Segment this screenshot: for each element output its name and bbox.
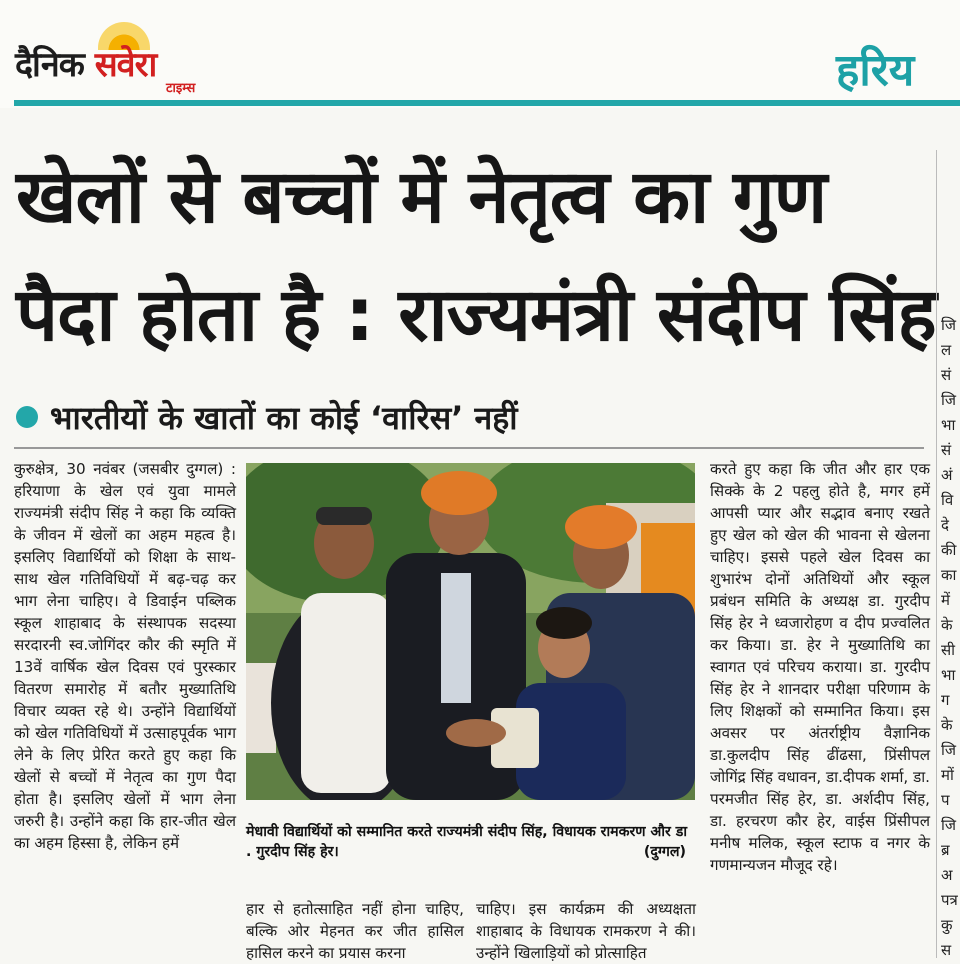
logo-accent: सवेरा — [94, 45, 157, 85]
sidebar-fragment: भा — [941, 416, 956, 434]
logo-main: दैनिक — [15, 45, 84, 85]
sidebar-fragment: स — [941, 941, 952, 958]
sidebar-fragment: प — [941, 791, 950, 809]
adjacent-article-strip — [936, 150, 960, 958]
sidebar-fragment: पत्र — [941, 891, 958, 909]
sidebar-fragment: ग — [941, 691, 950, 709]
subheadline: भारतीयों के खातों का कोई ‘वारिस’ नहीं — [50, 399, 518, 437]
sidebar-fragment: ल — [941, 341, 952, 359]
sidebar-fragment: जि — [941, 391, 957, 409]
sidebar-fragment: में — [941, 591, 950, 609]
photo-credit: (दुग्गल) — [643, 844, 686, 860]
headline-line-2: पैदा होता है : राज्यमंत्री संदीप सिंह — [16, 272, 936, 358]
sidebar-fragment: का — [941, 566, 957, 584]
article-column-2: करते हुए कहा कि जीत और हार एक सिक्के के 2 पहलु होते है, मगर हमें आपसी प्यार और सद्भाव बनाए रखते हुए खेल को खेल की भावना से खेलना चाहिए। इससे पहले खेल दिवस का शुभारंभ दोनों अतिथियों और स्कूल प्रबंधन समिति के अध्यक्ष डा. गुरदीप सिंह हेर ने ध्वजारोहण व दीप प्रज्वलित कर किया। डा. हेर ने मुख्यातिथि का स्वागत एवं परिचय कराया। डा. गुरदीप सिंह हेर ने शानदार परीक्षा परिणाम के लिए शिक्षकों को सम्मानित किया। इस अवसर पर अंतर्राष्ट्रीय वैज्ञानिक डा.कुलदीप सिंह ढींढसा, प्रिंसीपल जोगिंद्र सिंह वधावन, डा.दीपक शर्मा, डा. परमजीत सिंह हेर, डा. अर्शदीप सिंह, डा. हरचरण कौर हेर, वाईस प्रिंसीपल मनीष मलिक, स्कूल स्टाफ व नगर के गणमान्यजन मौजूद रहे। — [710, 460, 930, 874]
newspaper-logo — [15, 40, 156, 86]
photo-caption — [246, 822, 692, 862]
sidebar-fragment: सी — [941, 641, 956, 659]
masthead — [0, 0, 960, 108]
photo-illustration — [246, 463, 695, 800]
sidebar-fragment: जि — [941, 816, 957, 834]
sidebar-fragment: जि — [941, 741, 957, 759]
bullet-icon — [16, 406, 38, 428]
sidebar-fragment: के — [941, 616, 953, 634]
article-column-1: कुरुक्षेत्र, 30 नवंबर (जसबीर दुग्गल) : हरियाणा के खेल एवं युवा मामले राज्यमंत्री संदीप सिंह ने कहा कि व्यक्ति के जीवन में खेलों का अहम महत्व है। इसलिए विद्यार्थियों को शिक्षा के साथ-साथ खेल गतिविधियों में बढ़-चढ़ कर भाग लेना चाहिए। वे डिवाईन पब्लिक स्कूल शाहाबाद के संस्थापक सदस्या सरदारनी स्व.जोगिंदर कौर की स्मृति में 13वें वार्षिक खेल दिवस एवं पुरस्कार वितरण समारोह में बतौर मुख्यातिथि विचार व्यक्त रहे थे। उन्होंने विद्यार्थियों को खेल गतिविधियों में उत्साहपूर्वक भाग लेने के लिए प्रेरित करते हुए कहा कि खेलों से बच्चों में नेतृत्व का गुण पैदा होता है। इसलिए खेलों में भाग लेना जरुरी है। उन्होंने कहा कि हार-जीत खेल का अहम हिस्सा है, लेकिन हमें — [14, 460, 236, 852]
headline-line-1: खेलों से बच्चों में नेतृत्व का गुण — [16, 154, 827, 240]
article-column-3: हार से हतोत्साहित नहीं होना चाहिए, बल्कि ओर मेहनत कर जीत हासिल हासिल करने का प्रयास करना — [246, 900, 464, 962]
sidebar-fragment: सं — [941, 441, 952, 459]
sidebar-fragment: जि — [941, 316, 957, 334]
section-title: हरिय — [836, 45, 915, 96]
sidebar-fragment: अ — [941, 866, 953, 884]
news-photo — [246, 463, 695, 800]
divider — [14, 447, 924, 449]
sidebar-fragment: मों — [941, 766, 954, 784]
masthead-rule — [14, 100, 960, 106]
sidebar-fragment: की — [941, 541, 957, 559]
logo-sub: टाइम्स — [166, 81, 196, 96]
sidebar-fragment: दे — [941, 516, 949, 534]
sidebar-fragment: भा — [941, 666, 956, 684]
article-column-4: चाहिए। इस कार्यक्रम की अध्यक्षता शाहाबाद के विधायक रामकरण ने की। उन्होंने खिलाड़ियों को प्रोत्साहित — [476, 900, 696, 962]
sidebar-fragment: अं — [941, 466, 953, 484]
sidebar-fragment: ब्र — [941, 841, 950, 859]
sidebar-fragment: सं — [941, 366, 952, 384]
sidebar-fragment: वि — [941, 491, 954, 509]
caption-text: मेधावी विद्यार्थियों को सम्मानित करते राज्यमंत्री संदीप सिंह, विधायक रामकरण और डा . गुरदीप सिंह हेर। — [246, 824, 688, 860]
sidebar-fragment: कु — [941, 916, 953, 934]
sidebar-fragment: के — [941, 716, 953, 734]
